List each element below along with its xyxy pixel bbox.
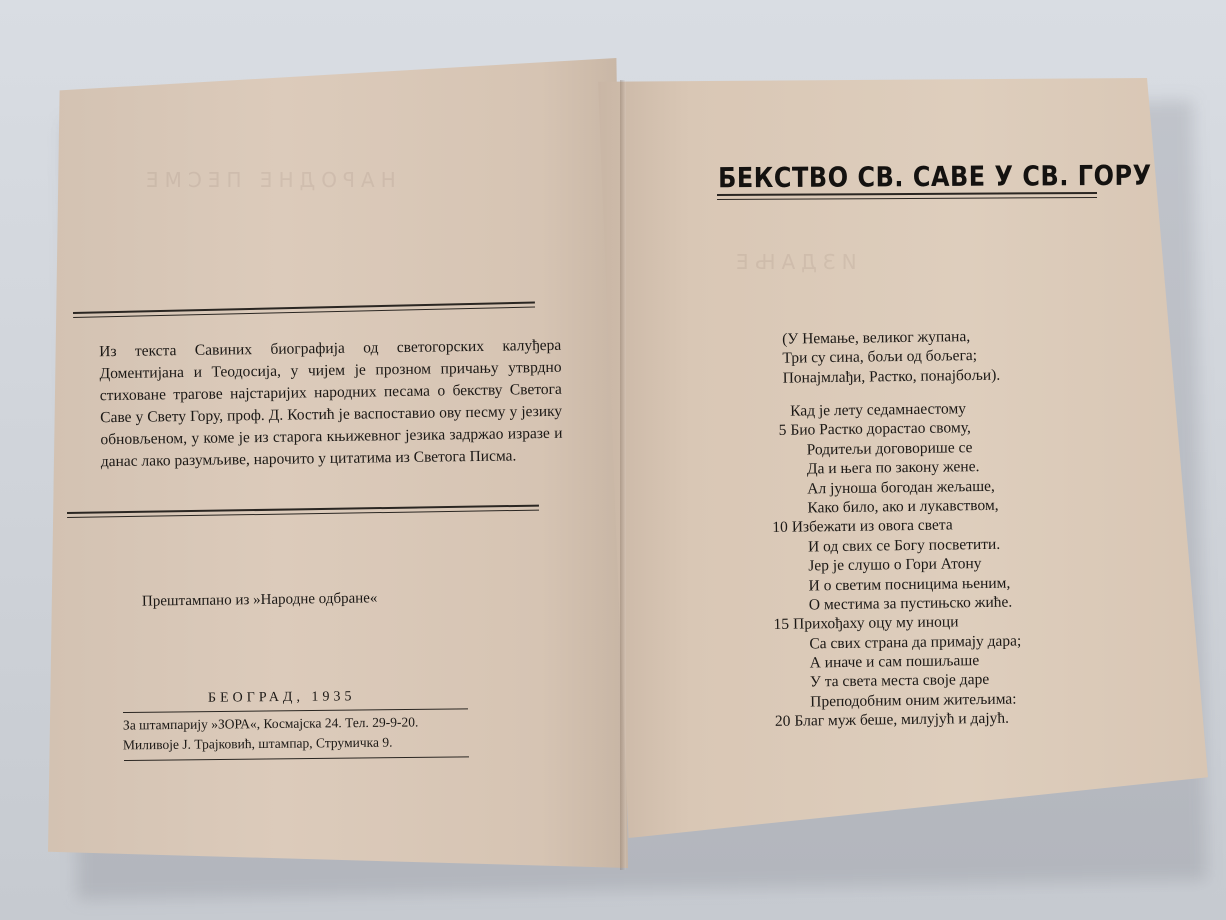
verse-text: Избежати из овога света	[791, 516, 953, 537]
line-number: 10	[772, 519, 788, 537]
verse-text: Преподобним оним житељима:	[810, 690, 1017, 711]
bleed-through-text: НАРОДНЕ ПЕСМЕ	[140, 168, 396, 192]
line-number: 20	[774, 712, 791, 731]
verse-text: И о светим посницима њеним,	[808, 574, 1011, 594]
verse-text: Са свих страна да примају дара;	[809, 632, 1022, 653]
printer-line-1: За штампарију »ЗОРА«, Космајска 24. Тел. 29-9-20.	[122, 714, 419, 733]
verse-text: Како било, ако и лукавством,	[807, 496, 999, 517]
verse-text: Био Растко дорастао свому,	[790, 419, 971, 440]
stanza-1	[760, 325, 1101, 388]
verse-text: У та света места своје даре	[809, 671, 990, 691]
intro-paragraph: Из текста Савиних биографија од светогорских калуђера Доментијана и Теодосија, у чијем је прозном причању утврдно стиховане трагове најстаријих народних песама о бекству Светога Саве у Свету Гору, проф. Д. Костић је васпоставио ову песму у језику обновљеном, у коме је из старога књижевног језика задржао изразе и данас лако разумљиве, нарочито у цитатима из Светога Писма.	[99, 336, 563, 471]
verse-text: Да и њега по закону жене.	[806, 458, 980, 478]
bleed-through-text-right: ИЗДАЊЕ	[730, 250, 857, 274]
stanza-2	[768, 397, 1123, 731]
line-number: 15	[773, 616, 790, 634]
verse-text: Кад је лету седамнаестому	[790, 400, 967, 420]
verse-text: Прихођаху оцу му иноци	[792, 613, 959, 633]
line-number: 5	[778, 422, 787, 440]
reprint-note: Прештампано из »Народне одбране«	[141, 590, 378, 610]
book-spine	[620, 80, 626, 870]
verse-text: А иначе и сам пошиљаше	[809, 652, 980, 672]
verse-text: И од свих се Богу посветити.	[807, 535, 1001, 556]
city-year: БЕОГРАД, 1935	[207, 689, 356, 706]
poem-title: БЕКСТВО СВ. САВЕ У СВ. ГОРУ	[718, 159, 1152, 195]
verse-text: О местима за пустињско жиће.	[808, 593, 1013, 614]
printer-line-2: Миливоје J. Трајковић, штампар, Струмичка 9.	[122, 734, 393, 753]
verse-text: (У Немање, великог жупана,	[782, 328, 971, 348]
verse-text: Родитељи договорише се	[806, 438, 973, 459]
verse-text: Благ муж беше, милујућ и дајућ.	[794, 709, 1010, 730]
verse-text: Понајмлађи, Растко, понајбољи).	[782, 366, 1001, 387]
verse-text: Три су сина, бољи од бољега;	[782, 347, 978, 368]
verse-text: Јер је слушо о Гори Атону	[808, 555, 982, 575]
verse-text: Ал јуноша богодан жељаше,	[807, 477, 995, 498]
